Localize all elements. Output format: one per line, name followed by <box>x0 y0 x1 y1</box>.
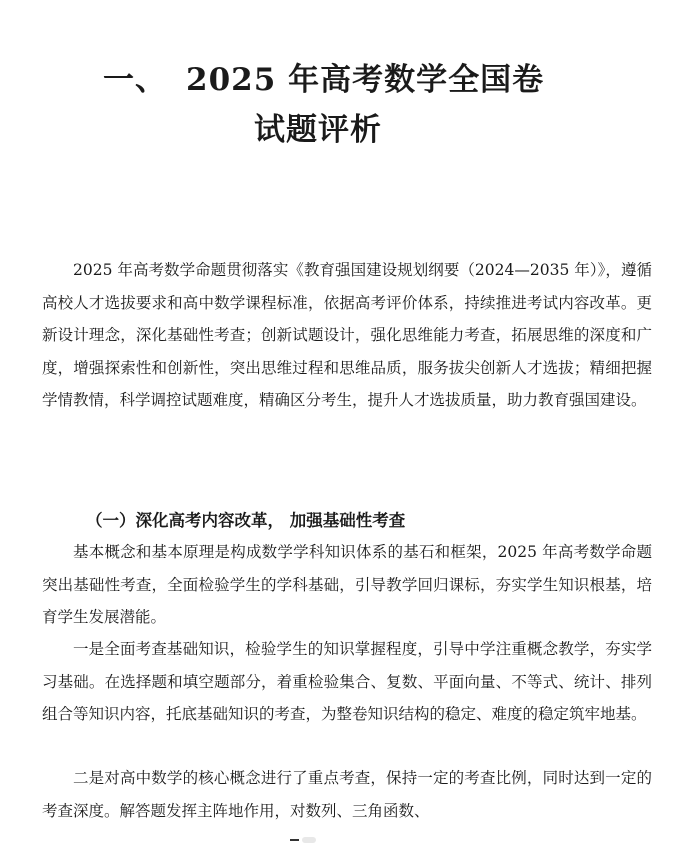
title-main: 2025 年高考数学全国卷 <box>186 62 545 98</box>
body-paragraph-3: 二是对高中数学的核心概念进行了重点考查，保持一定的考查比例，同时达到一定的考查深度。解答题发挥主阵地作用，对数列、三角函数、 <box>42 769 652 820</box>
title-subtitle: 试题评析 <box>254 112 382 148</box>
page-dash <box>290 839 299 841</box>
section-heading: （一）深化高考内容改革， 加强基础性考查 <box>86 511 406 530</box>
body-paragraph-2: 一是全面考查基础知识，检验学生的知识掌握程度，引导中学注重概念教学，夯实学习基础。在选择题和填空题部分，着重检验集合、复数、平面向量、不等式、统计、排列组合等知识内容，托底基础知识的考查，为整卷知识结构的稳定、难度的稳定筑牢地基。 <box>42 640 652 723</box>
body-paragraph-1: 基本概念和基本原理是构成数学学科知识体系的基石和框架，2025 年高考数学命题突出基础性考查，全面检验学生的学科基础，引导教学回归课标，夯实学生知识根基，培育学生发展潜能。 <box>42 543 652 626</box>
title-number: 一、 <box>103 62 167 98</box>
scan-smudge <box>302 837 316 843</box>
page-number-mark <box>288 835 318 845</box>
intro-paragraph: 2025 年高考数学命题贯彻落实《教育强国建设规划纲要（2024—2035 年）》，遵循高校人才选拔要求和高中数学课程标准，依据高考评价体系，持续推进考试内容改革。更新设计理念，深化基础性考查；创新试题设计，强化思维能力考查，拓展思维的深度和广度，增强探索性和创新性，突出思维过程和思维品质，服务拔尖创新人才选拔；精细把握学情教情，科学调控试题难度，精确区分考生，提升人才选拔质量，助力教育强国建设。 <box>42 261 652 409</box>
